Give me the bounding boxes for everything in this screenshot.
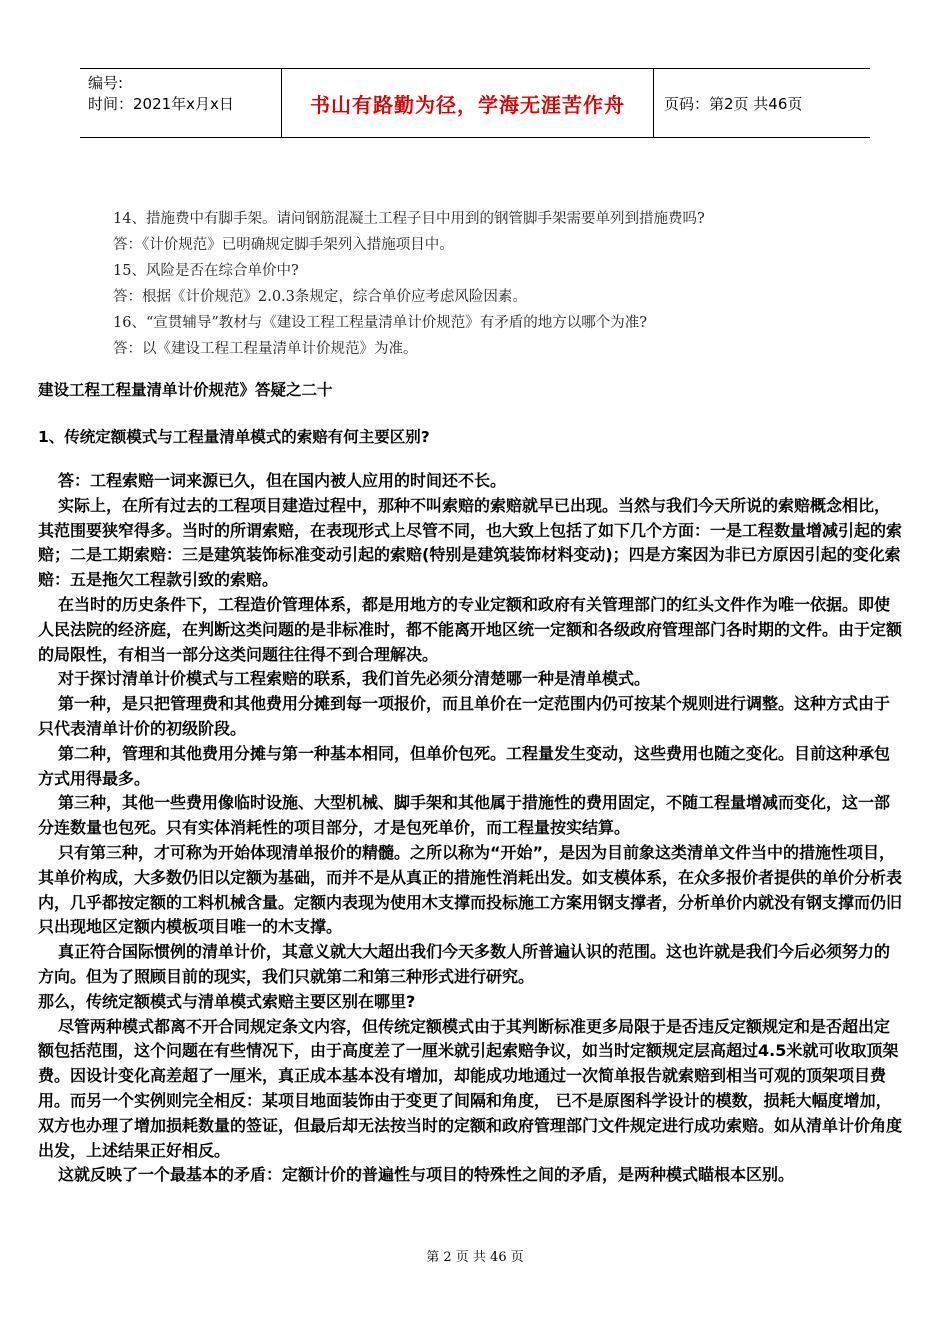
paragraph: 这就反映了一个最基本的矛盾：定额计价的普遍性与项目的特殊性之间的矛盾，是两种模式瞄根本区别。 — [58, 1165, 795, 1185]
paragraph: 在当时的历史条件下，工程造价管理体系，都是用地方的专业定额和政府有关管理部门的红头文件作为唯一依据。即使人民法院的经济庭，在判断这类问题的是非标准时，都不能离开地区统一定额和各级政府管理部门各时期的文件。由于定额的局限性，有相当一部分这类问题往往得不到合理解决。 — [38, 594, 903, 664]
paragraph: 第二种，管理和其他费用分摊与第一种基本相同，但单价包死。工程量发生变动，这些费用也随之变化。目前这种承包方式用得最多。 — [38, 743, 891, 788]
header-page-info: 页码：第2页 共46页 — [664, 94, 803, 113]
page-footer: 第 2 页 共 46 页 — [426, 1250, 524, 1265]
paragraph: 那么，传统定额模式与清单模式索赔主要区别在哪里? — [38, 991, 416, 1011]
qa-line: 14、措施费中有脚手架。请问钢筋混凝土工程子目中用到的钢管脚手架需要单列到措施费吗? — [113, 211, 705, 227]
paragraph: 第三种，其他一些费用像临时设施、大型机械、脚手架和其他属于措施性的费用固定，不随工程量增减而变化，这一部分连数量也包死。只有实体消耗性的项目部分，才是包死单价，而工程量按实结算。 — [38, 793, 891, 838]
header-motto: 书山有路勤为径，学海无涯苦作舟 — [282, 69, 654, 137]
paragraph: 答：工程索赔一词来源已久，但在国内被人应用的时间还不长。 — [58, 471, 507, 490]
header-meta — [80, 69, 282, 137]
paragraph: 实际上，在所有过去的工程项目建造过程中，那种不叫索赔的索赔就早已出现。当然与我们今天所说的索赔概念相比，其范围要狭窄得多。当时的所谓索赔，在表现形式上尽管不同，也大致上包括了如下几个方面：一是工程数量增减引起的索赔；二是工期索赔：三是建筑装饰标准变动引起的索赔(特别是建筑装饰材料变动)；四是方案因为非已方原因引起的变化索赔：五是拖欠工程款引致的索赔。 — [38, 495, 903, 590]
paragraph: 对于探讨清单计价模式与工程索赔的联系，我们首先必须分清楚哪一种是清单模式。 — [58, 669, 651, 689]
paragraph: 真正符合国际惯例的清单计价，其意义就大大超出我们今天多数人所普遍认识的范围。这也许就是我们今后必须努力的方向。但为了照顾目前的现实，我们只就第二和第三种形式进行研究。 — [38, 942, 891, 986]
question-heading: 1、传统定额模式与工程量清单模式的索赔有何主要区别? — [38, 428, 430, 446]
document-header — [80, 68, 870, 138]
qa-line: 16、“宣贯辅导”教材与《建设工程工程量清单计价规范》有矛盾的地方以哪个为准? — [113, 315, 648, 331]
paragraph: 第一种，是只把管理费和其他费用分摊到每一项报价，而且单价在一定范围内仍可按某个规则进行调整。这种方式由于只代表清单计价的初级阶段。 — [38, 694, 891, 738]
qa-line: 15、风险是否在综合单价中? — [113, 263, 299, 279]
qa-block — [113, 206, 893, 362]
qa-line: 答：根据《计价规范》2.0.3条规定，综合单价应考虑风险因素。 — [113, 289, 527, 305]
serial-label: 编号: — [88, 74, 124, 92]
section-title: 建设工程工程量清单计价规范》答疑之二十 — [38, 381, 333, 399]
paragraph: 尽管两种模式都离不开合同规定条文内容，但传统定额模式由于其判断标准更多局限于是否违反定额规定和是否超出定额包括范围，这个问题在有些情况下，由于高度差了一厘米就引起索赔争议，如当时定额规定层高超过4.5米就可收取顶架费。因设计变化高差超了一厘米，真正成本基本没有增加，却能成功地通过一次简单报告就索赔到相当可观的顶架项目费用。而另一个实例则完全相反：某项目地面装饰由于变更了间隔和角度， 已不是原图科学设计的模数，损耗大幅度增加，双方也办理了增加损耗数量的签证，但最后却无法按当时的定额和政府管理部门文件规定进行成功索赔。如从清单计价角度出发，上述结果正好相反。 — [38, 1016, 903, 1160]
qa-line: 答：以《建设工程工程量清单计价规范》为准。 — [113, 341, 418, 357]
body-text — [38, 469, 904, 1188]
qa-line: 答：《计价规范》已明确规定脚手架列入措施项目中。 — [113, 237, 454, 253]
time-label: 时间：2021年x月x日 — [88, 95, 234, 113]
paragraph: 只有第三种，才可称为开始体现清单报价的精髓。之所以称为“开始”，是因为目前象这类清单文件当中的措施性项目，其单价构成，大多数仍旧以定额为基础，而并不是从真正的措施性消耗出发。如支模体系，在众多报价者提供的单价分析表内，几乎都按定额的工料机械含量。定额内表现为使用木支撑而投标施工方案用钢支撑者，分析单价内就没有钢支撑而仍旧只出现地区定额内模板项目唯一的木支撑。 — [38, 842, 903, 937]
